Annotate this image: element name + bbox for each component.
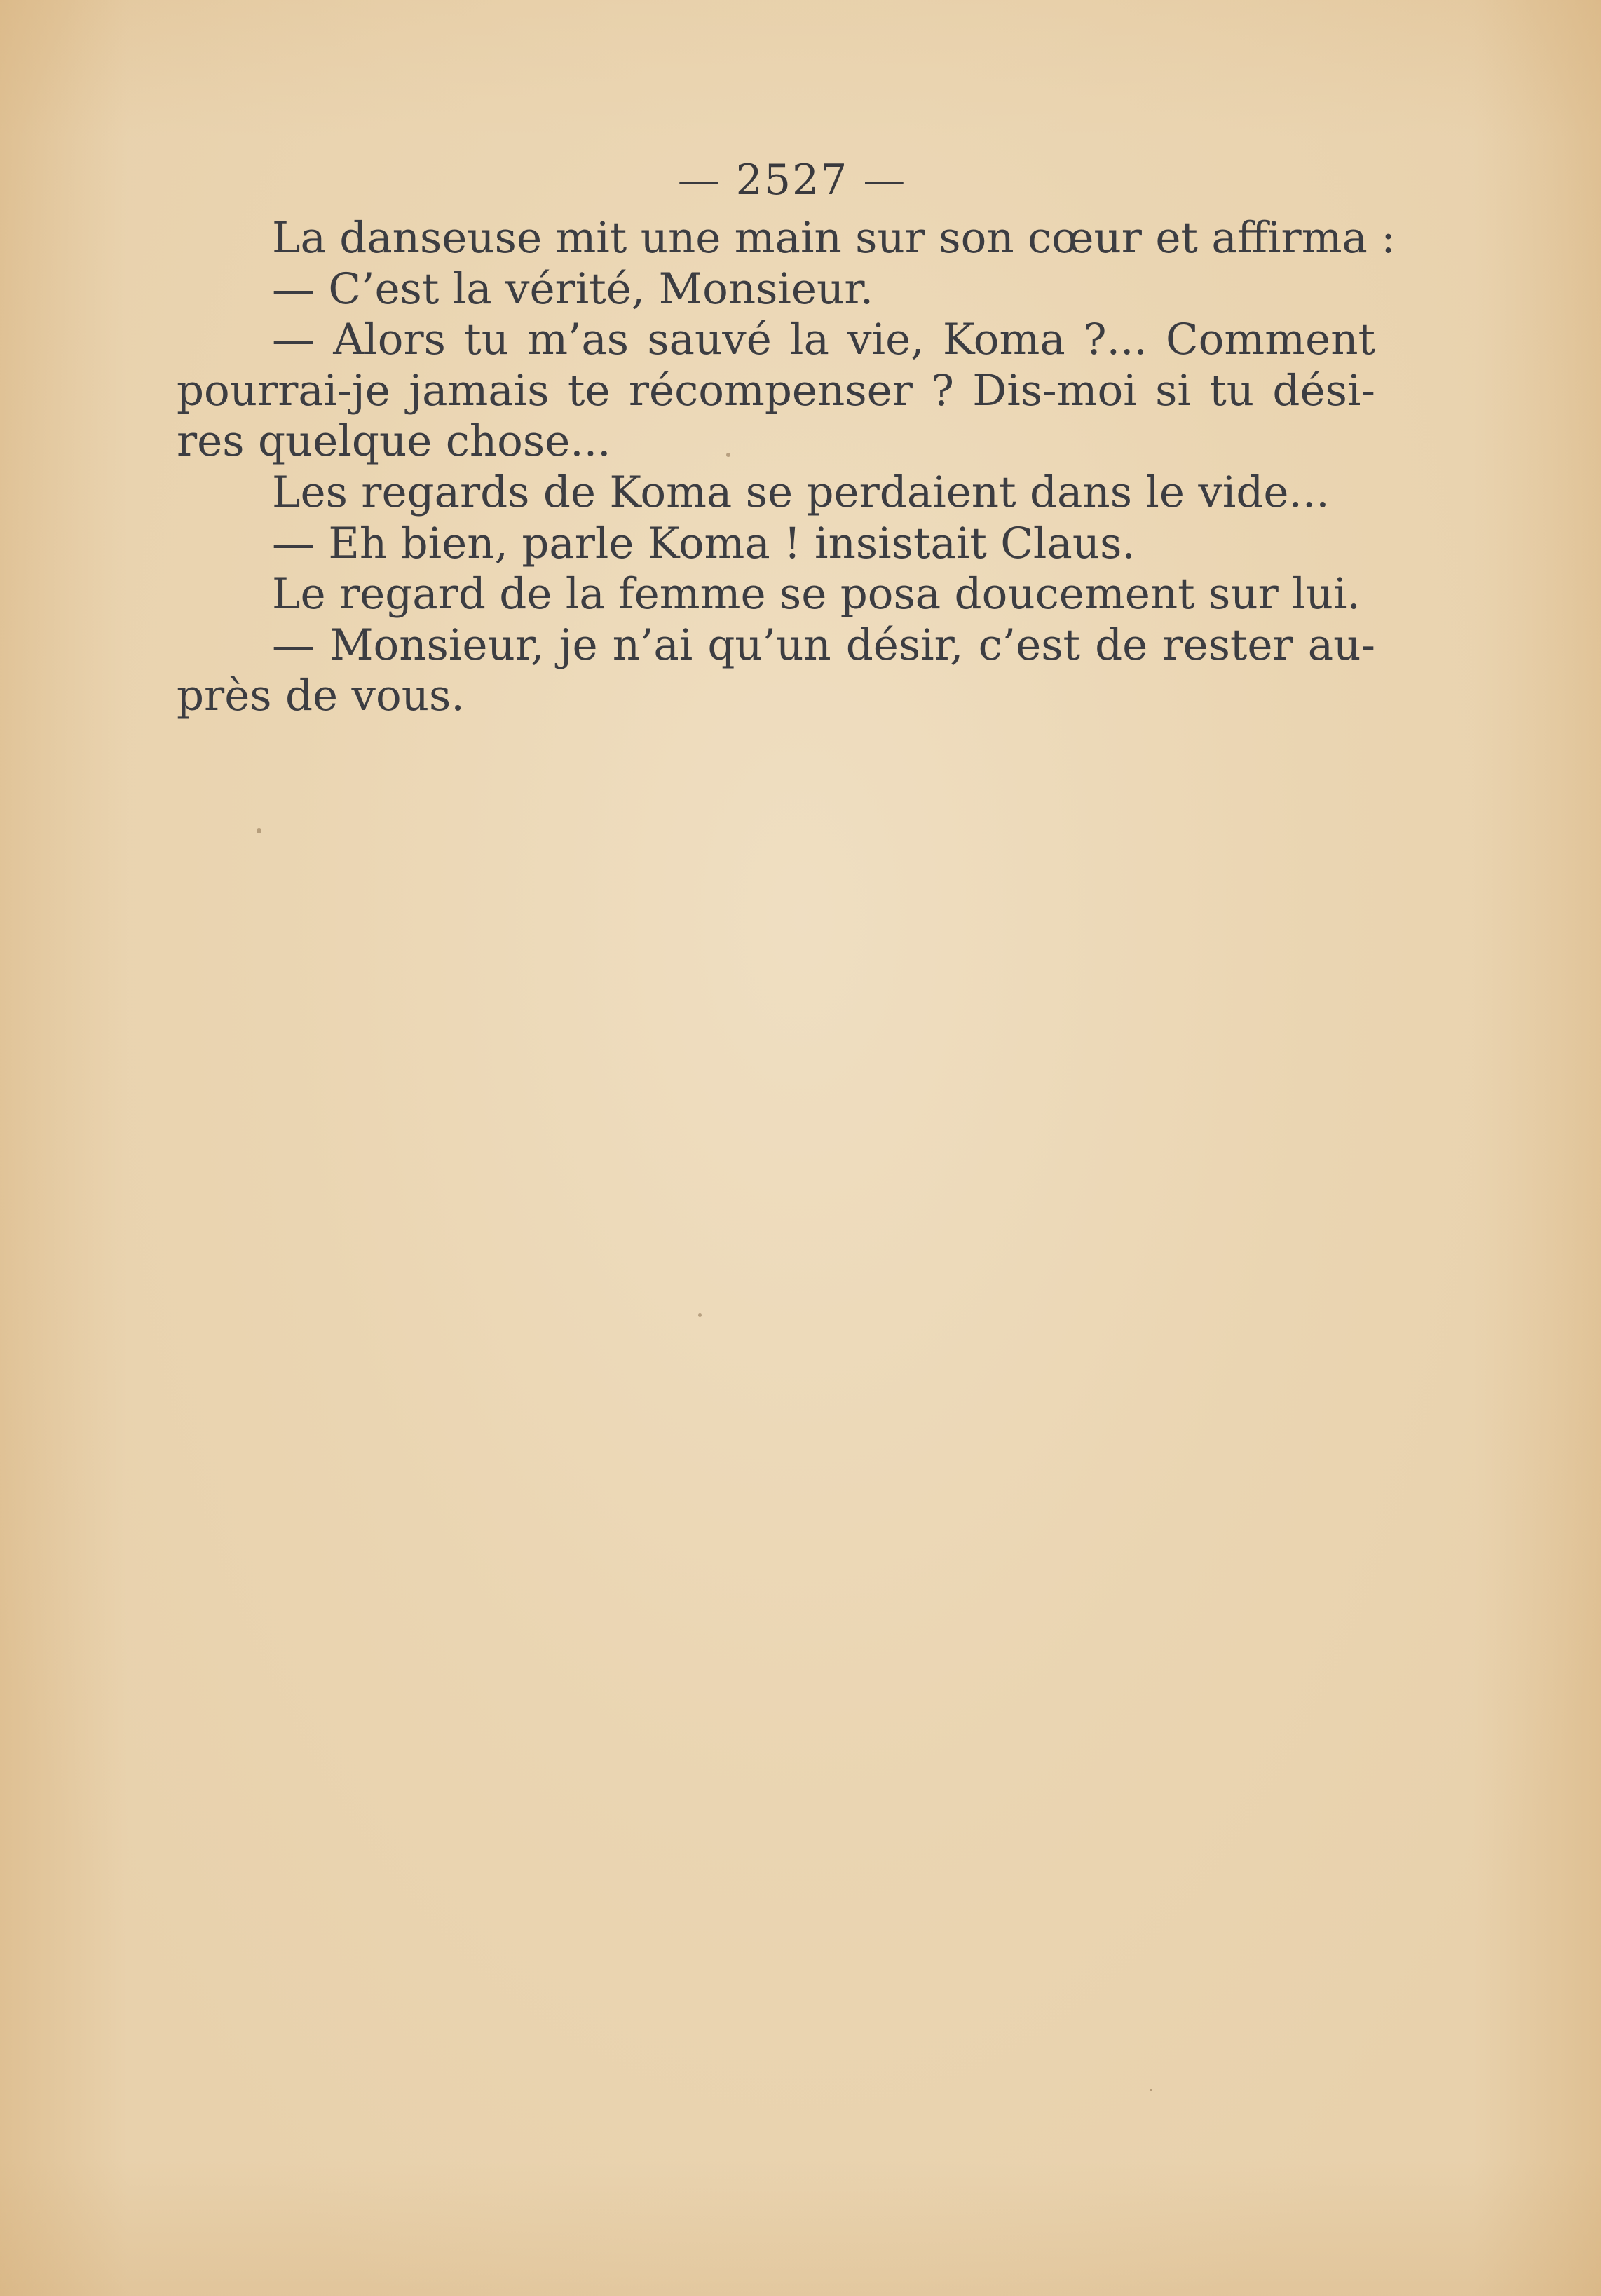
text-line: — Eh bien, parle Koma ! insistait Claus. — [272, 518, 1136, 568]
body-text — [177, 213, 1396, 722]
text-line: Le regard de la femme se posa doucement sur lui. — [272, 569, 1361, 620]
text-line: La danseuse mit une main sur son cœur et affirma : — [272, 213, 1396, 263]
text-line: Les regards de Koma se perdaient dans le vide... — [272, 467, 1330, 517]
text-line: — C’est la vérité, Monsieur. — [272, 264, 874, 314]
paper-speck — [698, 1313, 702, 1317]
text-line: près de vous. — [177, 671, 465, 721]
paper-speck — [1150, 2089, 1152, 2091]
text-line: — Alors tu m’as sauvé la vie, Koma ?... Comment — [272, 315, 1375, 365]
paper-speck — [726, 453, 730, 457]
page-number: — 2527 — — [677, 156, 907, 205]
text-line: pourrai-je jamais te récompenser ? Dis-moi si tu dési- — [177, 365, 1375, 416]
text-line: res quelque chose... — [177, 416, 611, 467]
text-line: — Monsieur, je n’ai qu’un désir, c’est de rester au- — [272, 620, 1375, 670]
paper-speck — [257, 828, 261, 833]
